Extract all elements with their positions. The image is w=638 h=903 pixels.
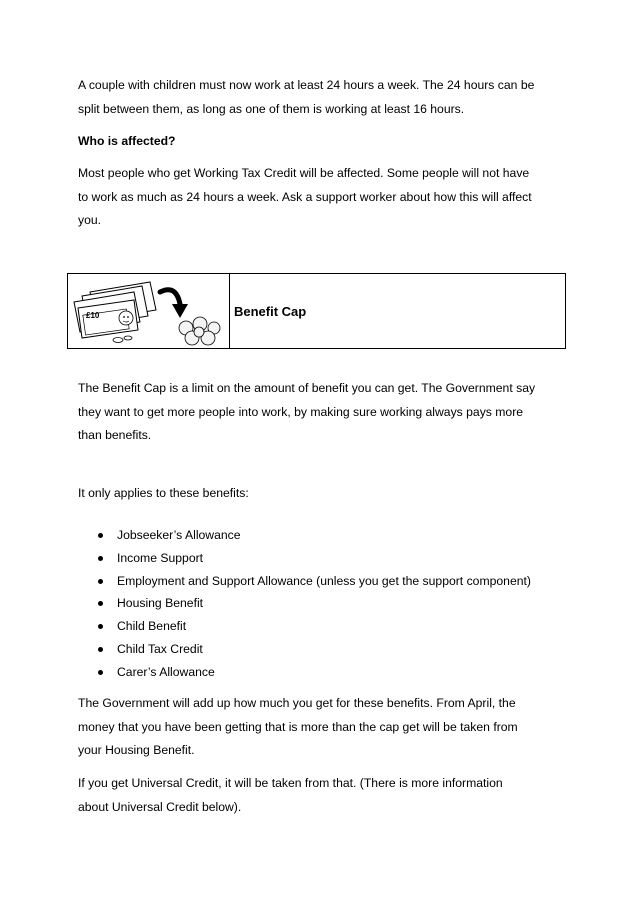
bullet-icon [98, 579, 103, 584]
bullet-icon [98, 670, 103, 675]
who-affected-paragraph [78, 162, 578, 233]
housing-benefit-paragraph [78, 692, 578, 763]
list-item: Income Support [78, 547, 531, 570]
benefit-cap-paragraph [78, 377, 578, 448]
money-to-coins-icon [68, 274, 228, 348]
list-item: Jobseeker’s Allowance [78, 524, 531, 547]
intro-paragraph [78, 74, 578, 121]
text-line: you. [78, 213, 102, 227]
text-line: money that you have been getting that is more than the cap get will be taken from [78, 719, 518, 734]
applies-intro: It only applies to these benefits: [78, 486, 249, 500]
list-item: Employment and Support Allowance (unless you get the support component) [78, 570, 531, 593]
bullet-icon [98, 556, 103, 561]
list-item: Child Tax Credit [78, 638, 531, 661]
list-item: Child Benefit [78, 615, 531, 638]
benefits-list [78, 524, 531, 684]
list-item: Housing Benefit [78, 592, 531, 615]
text-line: The Government will add up how much you get for these benefits. From April, the [78, 696, 516, 710]
benefit-cap-banner [67, 273, 566, 349]
text-line: about Universal Credit below). [78, 799, 242, 814]
text-line: they want to get more people into work, by making sure working always pays more [78, 404, 524, 419]
text-line: than benefits. [78, 428, 152, 442]
text-line: split between them, as long as one of them is working at least 16 hours. [78, 101, 465, 116]
section-heading-who-affected: Who is affected? [78, 134, 176, 148]
text-line: Most people who get Working Tax Credit will be affected. Some people will not have [78, 166, 530, 180]
banner-title: Benefit Cap [234, 303, 307, 319]
text-line: to work as much as 24 hours a week. Ask a support worker about how this will affect [78, 189, 532, 204]
banknote-value: £10 [86, 311, 100, 320]
list-item: Carer’s Allowance [78, 661, 531, 684]
bullet-icon [98, 533, 103, 538]
bullet-icon [98, 601, 103, 606]
money-illustration [68, 274, 230, 348]
universal-credit-paragraph [78, 772, 578, 819]
bullet-icon [98, 624, 103, 629]
text-line: The Benefit Cap is a limit on the amount of benefit you can get. The Government say [78, 381, 536, 395]
text-line: If you get Universal Credit, it will be taken from that. (There is more information [78, 776, 503, 790]
bullet-icon [98, 647, 103, 652]
text-line: A couple with children must now work at least 24 hours a week. The 24 hours can be [78, 78, 535, 92]
text-line: your Housing Benefit. [78, 743, 195, 757]
